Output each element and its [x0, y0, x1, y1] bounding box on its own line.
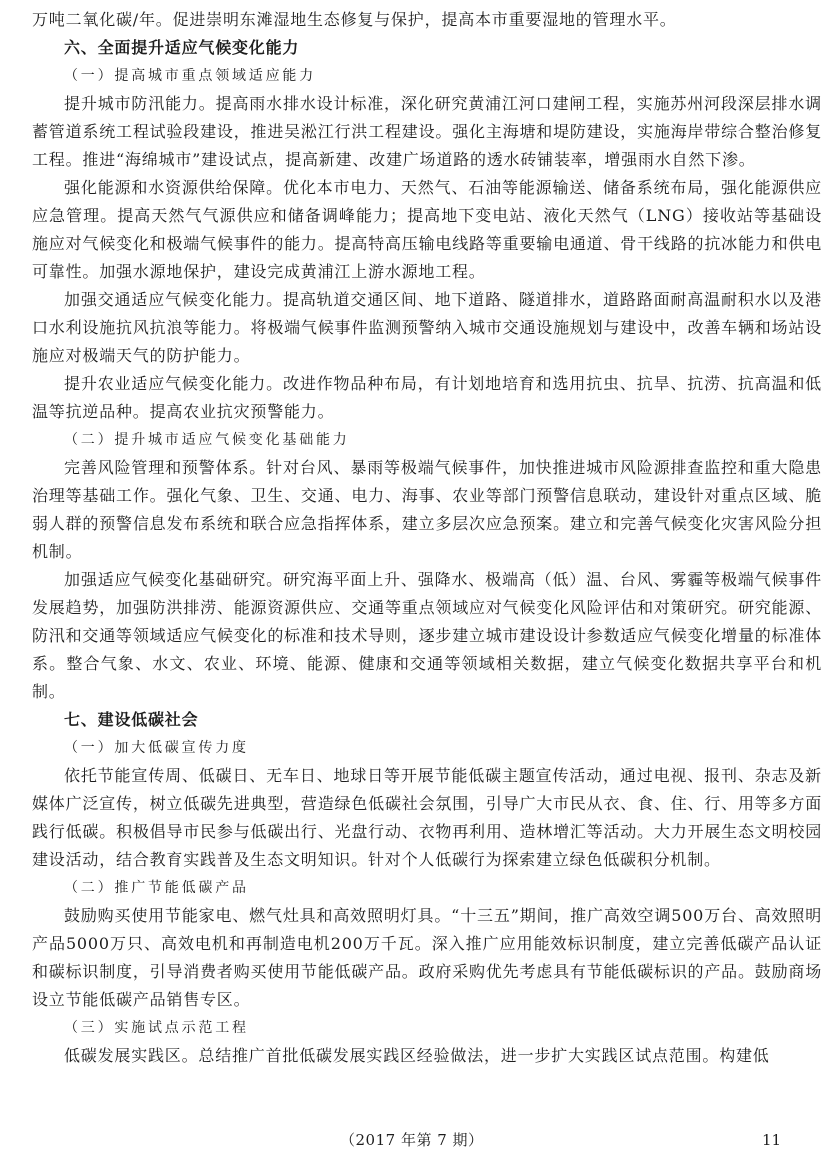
document-body: [32, 6, 822, 1070]
subsection-heading: （三）实施试点示范工程: [64, 1020, 249, 1036]
section-heading: 七、建设低碳社会: [64, 710, 199, 729]
paragraph: 鼓励购买使用节能家电、燃气灶具和高效照明灯具。“十三五”期间，推广高效空调500万台、高效照明产品5000万只、高效电机和再制造电机200万千瓦。深入推广应用能效标识制度，建立完善低碳产品认证和碳标识制度，引导消费者购买使用节能低碳产品。政府采购优先考虑具有节能低碳标识的产品。鼓励商场设立节能低碳产品销售专区。: [32, 906, 822, 1009]
issue-label: （2017 年第 7 期）: [340, 1131, 484, 1149]
page-footer: [0, 1128, 827, 1152]
subsection-heading: （一）加大低碳宣传力度: [64, 740, 249, 756]
section-heading: 六、全面提升适应气候变化能力: [64, 38, 300, 57]
paragraph: 强化能源和水资源供给保障。优化本市电力、天然气、石油等能源输送、储备系统布局，强化能源供应应急管理。提高天然气气源供应和储备调峰能力；提高地下变电站、液化天然气（LNG）接收站等基础设施应对气候变化和极端气候事件的能力。提高特高压输电线路等重要输电通道、骨干线路的抗冰能力和供电可靠性。加强水源地保护，建设完成黄浦江上游水源地工程。: [32, 178, 822, 281]
paragraph: 加强交通适应气候变化能力。提高轨道交通区间、地下道路、隧道排水，道路路面耐高温耐积水以及港口水利设施抗风抗浪等能力。将极端气候事件监测预警纳入城市交通设施规划与建设中，改善车辆和场站设施应对极端天气的防护能力。: [32, 290, 822, 365]
subsection-heading: （二）推广节能低碳产品: [64, 880, 249, 896]
page-number: 11: [762, 1131, 782, 1149]
paragraph: 完善风险管理和预警体系。针对台风、暴雨等极端气候事件，加快推进城市风险源排查监控和重大隐患治理等基础工作。强化气象、卫生、交通、电力、海事、农业等部门预警信息联动，建设针对重点区域、脆弱人群的预警信息发布系统和联合应急指挥体系，建立多层次应急预案。建立和完善气候变化灾害风险分担机制。: [32, 458, 822, 561]
paragraph: 依托节能宣传周、低碳日、无车日、地球日等开展节能低碳主题宣传活动，通过电视、报刊、杂志及新媒体广泛宣传，树立低碳先进典型，营造绿色低碳社会氛围，引导广大市民从衣、食、住、行、用等多方面践行低碳。积极倡导市民参与低碳出行、光盘行动、衣物再利用、造林增汇等活动。大力开展生态文明校园建设活动，结合教育实践普及生态文明知识。针对个人低碳行为探索建立绿色低碳积分机制。: [32, 766, 822, 869]
paragraph: 万吨二氧化碳/年。促进崇明东滩湿地生态修复与保护，提高本市重要湿地的管理水平。: [32, 10, 677, 29]
paragraph: 低碳发展实践区。总结推广首批低碳发展实践区经验做法，进一步扩大实践区试点范围。构建低: [64, 1046, 770, 1065]
paragraph: 提升农业适应气候变化能力。改进作物品种布局，有计划地培育和选用抗虫、抗旱、抗涝、抗高温和低温等抗逆品种。提高农业抗灾预警能力。: [32, 374, 822, 421]
paragraph: 提升城市防汛能力。提高雨水排水设计标准，深化研究黄浦江河口建闸工程，实施苏州河段深层排水调蓄管道系统工程试验段建设，推进吴淞江行洪工程建设。强化主海塘和堤防建设，实施海岸带综合整治修复工程。推进“海绵城市”建设试点，提高新建、改建广场道路的透水砖铺装率，增强雨水自然下渗。: [32, 94, 822, 169]
paragraph: 加强适应气候变化基础研究。研究海平面上升、强降水、极端高（低）温、台风、雾霾等极端气候事件发展趋势，加强防洪排涝、能源资源供应、交通等重点领域应对气候变化风险评估和对策研究。研究能源、防汛和交通等领域适应气候变化的标准和技术导则，逐步建立城市建设设计参数适应气候变化增量的标准体系。整合气象、水文、农业、环境、能源、健康和交通等领域相关数据，建立气候变化数据共享平台和机制。: [32, 570, 822, 701]
subsection-heading: （二）提升城市适应气候变化基础能力: [64, 432, 350, 448]
subsection-heading: （一）提高城市重点领域适应能力: [64, 68, 316, 84]
